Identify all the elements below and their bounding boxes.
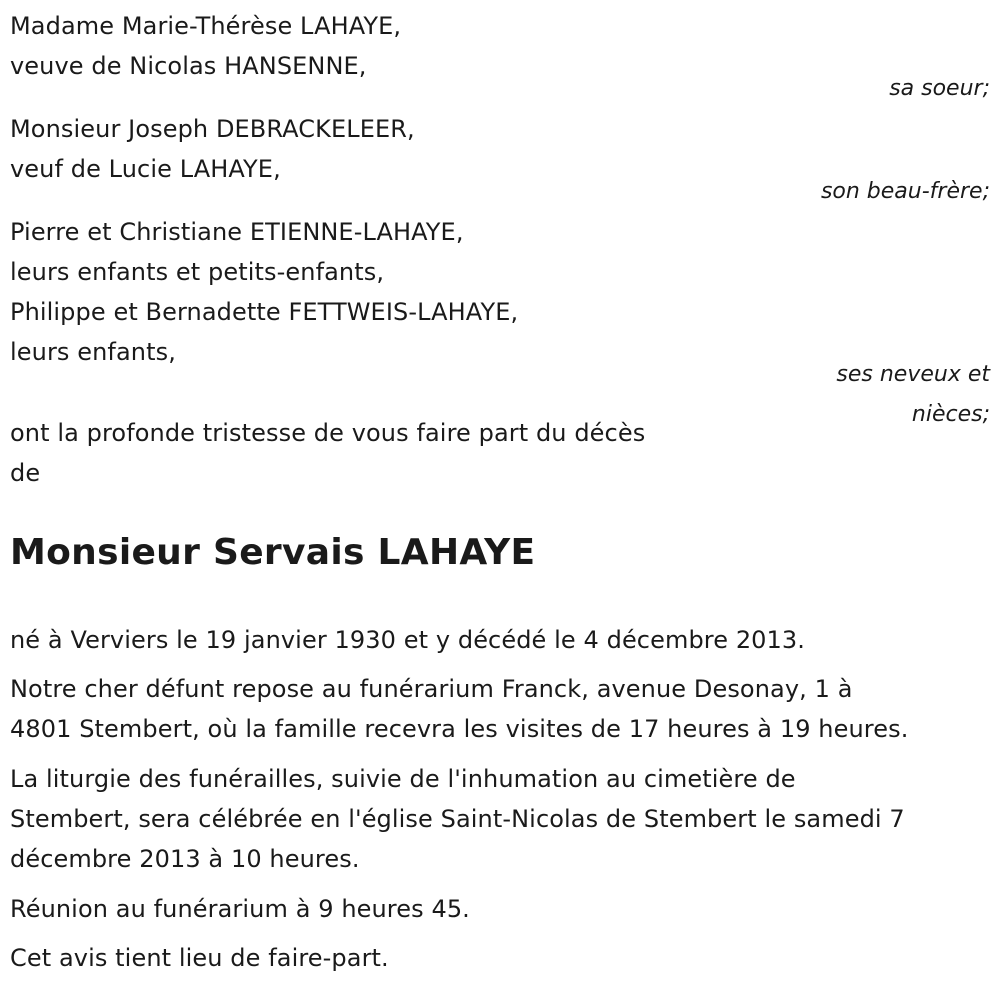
birth-death-line: né à Verviers le 19 janvier 1930 et y décédé le 4 décembre 2013. (10, 626, 806, 654)
family-line: veuf de Lucie LAHAYE, (10, 155, 281, 183)
liturgy-line: La liturgie des funérailles, suivie de l'inhumation au cimetière de (10, 765, 796, 793)
family-line: Pierre et Christiane ETIENNE-LAHAYE, (10, 218, 464, 246)
relation-label: son beau-frère; (820, 179, 990, 204)
family-line: Monsieur Joseph DEBRACKELEER, (10, 115, 415, 143)
repose-line: Notre cher défunt repose au funérarium Franck, avenue Desonay, 1 à (10, 675, 853, 703)
family-line: veuve de Nicolas HANSENNE, (10, 52, 367, 80)
relation-label: sa soeur; (889, 76, 990, 101)
relation-label: nièces; (911, 402, 990, 427)
liturgy-line: décembre 2013 à 10 heures. (10, 845, 360, 873)
repose-line: 4801 Stembert, où la famille recevra les visites de 17 heures à 19 heures. (10, 715, 909, 743)
relation-label: ses neveux et (836, 362, 990, 387)
notice-line: Cet avis tient lieu de faire-part. (10, 944, 389, 972)
meeting-line: Réunion au funérarium à 9 heures 45. (10, 895, 470, 923)
family-line: Madame Marie-Thérèse LAHAYE, (10, 12, 402, 40)
announcement-line: ont la profonde tristesse de vous faire part du décès (10, 419, 646, 447)
family-line: leurs enfants, (10, 338, 176, 366)
announcement-line: de (10, 459, 41, 487)
family-line: leurs enfants et petits-enfants, (10, 258, 385, 286)
deceased-name: Monsieur Servais LAHAYE (10, 532, 536, 573)
family-line: Philippe et Bernadette FETTWEIS-LAHAYE, (10, 298, 519, 326)
liturgy-line: Stembert, sera célébrée en l'église Saint-Nicolas de Stembert le samedi 7 (10, 805, 905, 833)
